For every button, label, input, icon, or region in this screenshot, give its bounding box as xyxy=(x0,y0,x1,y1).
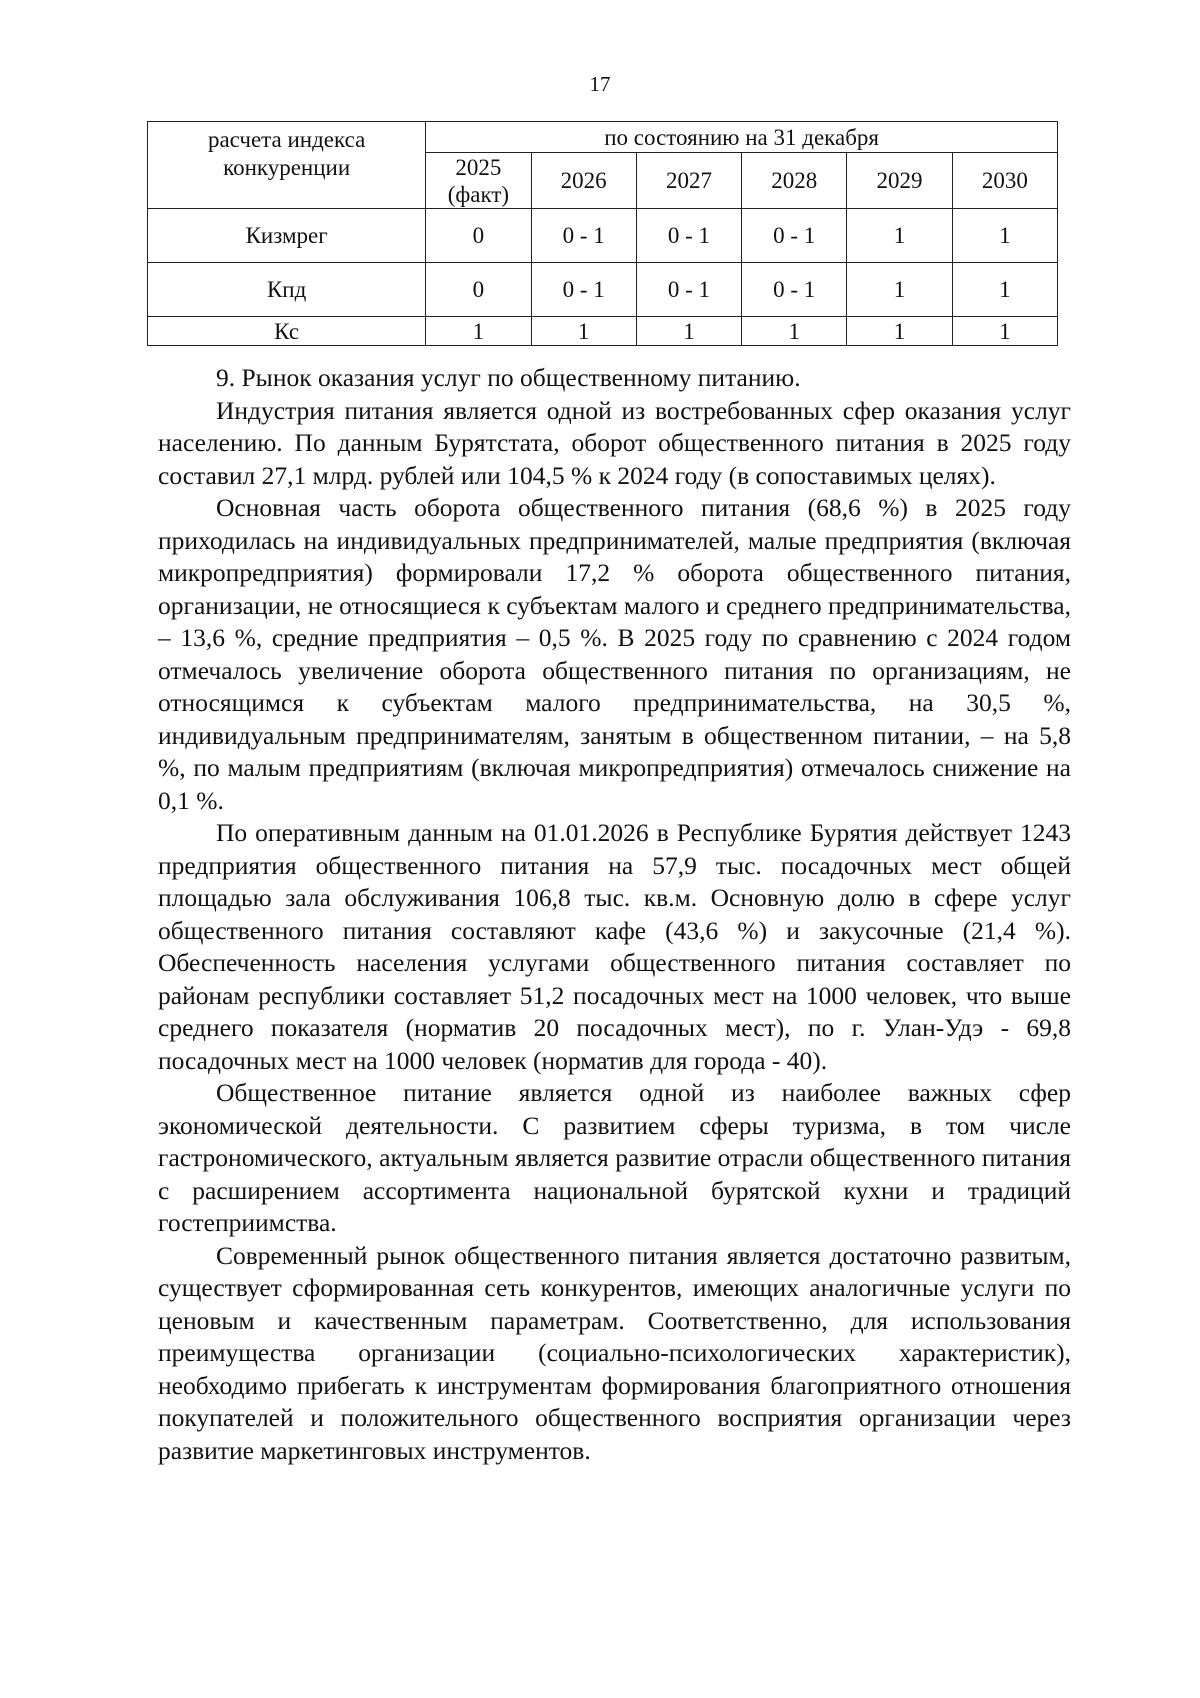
table-cell: 1 xyxy=(952,317,1057,346)
paragraph: По оперативным данным на 01.01.2026 в Республике Бурятия действует 1243 предприятия общественного питания на 57,9 тыс. посадочных мест общей площадью зала обслуживания 106,8 тыс. кв.м. Основную долю в сфере услуг общественного питания составляют кафе (43,6 %) и закусочные (21,4 %). Обеспеченность населения услугами общественного питания составляет по районам республики составляет 51,2 посадочных мест на 1000 человек, что выше среднего показателя (норматив 20 посадочных мест), по г. Улан-Удэ - 69,8 посадочных мест на 1000 человек (норматив для города - 40). xyxy=(158,818,1071,1075)
table-year-header: 2027 xyxy=(636,153,741,209)
row-label: Кизмрег xyxy=(148,209,426,263)
table-cell: 1 xyxy=(847,263,952,317)
table-year-header: 2025 (факт) xyxy=(426,153,531,209)
paragraph: Общественное питание является одной из наиболее важных сфер экономической деятельности. С развитием сферы туризма, в том числе гастрономического, актуальным является развитие отрасли общественного питания с расширением ассортимента национальной бурятской кухни и традиций гостеприимства. xyxy=(158,1078,1071,1237)
competition-index-table xyxy=(147,121,1058,346)
table-header-label: расчета индекса конкуренции xyxy=(148,122,426,209)
table-cell: 1 xyxy=(952,209,1057,263)
paragraph: Современный рынок общественного питания является достаточно развитым, существует сформированная сеть конкурентов, имеющих аналогичные услуги по ценовым и качественным параметрам. Соответственно, для использования преимущества организации (социально-психологических характеристик), необходимо прибегать к инструментам формирования благоприятного отношения покупателей и положительного общественного восприятия организации через развитие маркетинговых инструментов. xyxy=(158,1240,1071,1465)
table-row xyxy=(148,317,1058,346)
table-cell: 1 xyxy=(742,317,847,346)
table-cell: 1 xyxy=(531,317,636,346)
page-number: 17 xyxy=(589,72,611,96)
table-year-header: 2026 xyxy=(531,153,636,209)
section-heading: 9. Рынок оказания услуг по общественному питанию. xyxy=(216,363,801,392)
table-row xyxy=(148,209,1058,263)
table-cell: 1 xyxy=(426,317,531,346)
table-cell: 0 xyxy=(426,263,531,317)
table-cell: 0 - 1 xyxy=(636,263,741,317)
table-cell: 1 xyxy=(636,317,741,346)
table-cell: 0 - 1 xyxy=(742,263,847,317)
table-cell: 1 xyxy=(952,263,1057,317)
table-cell: 1 xyxy=(847,317,952,346)
paragraph: Основная часть оборота общественного питания (68,6 %) в 2025 году приходилась на индивидуальных предпринимателей, малые предприятия (включая микропредприятия) формировали 17,2 % оборота общественного питания, организации, не относящиеся к субъектам малого и среднего предпринимательства, – 13,6 %, средние предприятия – 0,5 %. В 2025 году по сравнению с 2024 годом отмечалось увеличение оборота общественного питания по организациям, не относящимся к субъектам малого предпринимательства, на 30,5 %, индивидуальным предпринимателям, занятым в общественном питании, – на 5,8 %, по малым предприятиям (включая микропредприятия) отмечалось снижение на 0,1 %. xyxy=(158,493,1071,815)
table-row xyxy=(148,263,1058,317)
table-cell: 0 xyxy=(426,209,531,263)
row-label: Кпд xyxy=(148,263,426,317)
paragraph: Индустрия питания является одной из востребованных сфер оказания услуг населению. По данным Бурятстата, оборот общественного питания в 2025 году составил 27,1 млрд. рублей или 104,5 % к 2024 году (в сопоставимых целях). xyxy=(158,395,1071,490)
table-cell: 0 - 1 xyxy=(742,209,847,263)
table-group-header: по состоянию на 31 декабря xyxy=(426,122,1058,153)
table-cell: 0 - 1 xyxy=(531,209,636,263)
table-year-header: 2028 xyxy=(742,153,847,209)
row-label: Кс xyxy=(148,317,426,346)
table-year-header: 2029 xyxy=(847,153,952,209)
table-cell: 1 xyxy=(847,209,952,263)
table-cell: 0 - 1 xyxy=(636,209,741,263)
table-cell: 0 - 1 xyxy=(531,263,636,317)
table-year-header: 2030 xyxy=(952,153,1057,209)
document-body xyxy=(158,362,1071,1467)
